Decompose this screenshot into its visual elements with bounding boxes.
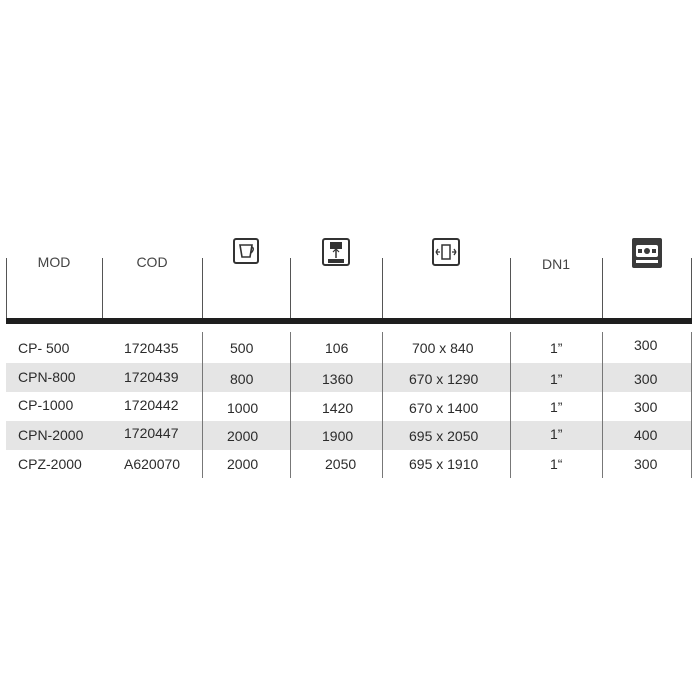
cell-pressure: 300 [634,371,658,387]
header-divider [202,258,203,320]
table-row [6,450,692,479]
header-divider [602,258,603,320]
cell-mod: CP-1000 [18,397,74,413]
cell-capacity: 2000 [227,428,259,444]
spec-table [6,228,692,478]
cell-cod: 1720439 [124,369,179,385]
header-divider [6,258,7,320]
cell-mod: CP- 500 [18,340,70,356]
header-capacity [202,228,290,322]
cell-height: 2050 [325,456,357,472]
cell-pressure: 300 [634,456,658,472]
header-height [290,228,382,322]
cell-dimensions: 670 x 1290 [409,371,479,387]
cell-dimensions: 695 x 2050 [409,428,479,444]
cell-mod: CPN-2000 [18,427,84,443]
row-divider [691,332,692,478]
header-dn1: DN1 [541,256,570,272]
header-mod: MOD [37,254,71,270]
cell-dimensions: 695 x 1910 [409,456,479,472]
header-divider [102,258,103,320]
header-dimensions [382,228,510,322]
table-row [6,332,692,361]
jug-icon [233,238,259,264]
gauge-icon [632,238,662,268]
cell-dimensions: 700 x 840 [412,340,474,356]
header-cod: COD [136,254,168,270]
header-divider [510,258,511,320]
cell-dn1: 1” [550,399,563,415]
header-divider [691,258,692,320]
cell-cod: 1720447 [124,425,179,441]
row-divider [510,332,511,478]
cell-capacity: 800 [230,371,254,387]
row-divider [202,332,203,478]
header-pressure [602,228,692,322]
cell-pressure: 300 [634,337,658,353]
cell-dn1: 1” [550,426,563,442]
cell-height: 1900 [322,428,354,444]
cell-height: 1360 [322,371,354,387]
cell-cod: A620070 [124,456,181,472]
table-row [6,421,692,450]
row-divider [290,332,291,478]
cell-dimensions: 670 x 1400 [409,400,479,416]
header-divider [382,258,383,320]
row-divider [602,332,603,478]
cell-mod: CPN-800 [18,369,76,385]
cell-capacity: 500 [230,340,254,356]
cell-pressure: 400 [634,427,658,443]
dimensions-icon [432,238,460,266]
cell-height: 1420 [322,400,354,416]
cell-dn1: 1” [550,340,563,356]
table-row [6,392,692,421]
cell-dn1: 1” [550,371,563,387]
header-divider [290,258,291,320]
height-icon [322,238,350,266]
header-rule [6,318,692,324]
cell-capacity: 1000 [227,400,259,416]
cell-cod: 1720435 [124,340,179,356]
cell-mod: CPZ-2000 [18,456,82,472]
cell-dn1: 1“ [550,456,563,472]
cell-height: 106 [325,340,349,356]
table-row [6,363,692,392]
cell-pressure: 300 [634,399,658,415]
row-divider [382,332,383,478]
cell-capacity: 2000 [227,456,259,472]
cell-cod: 1720442 [124,397,179,413]
